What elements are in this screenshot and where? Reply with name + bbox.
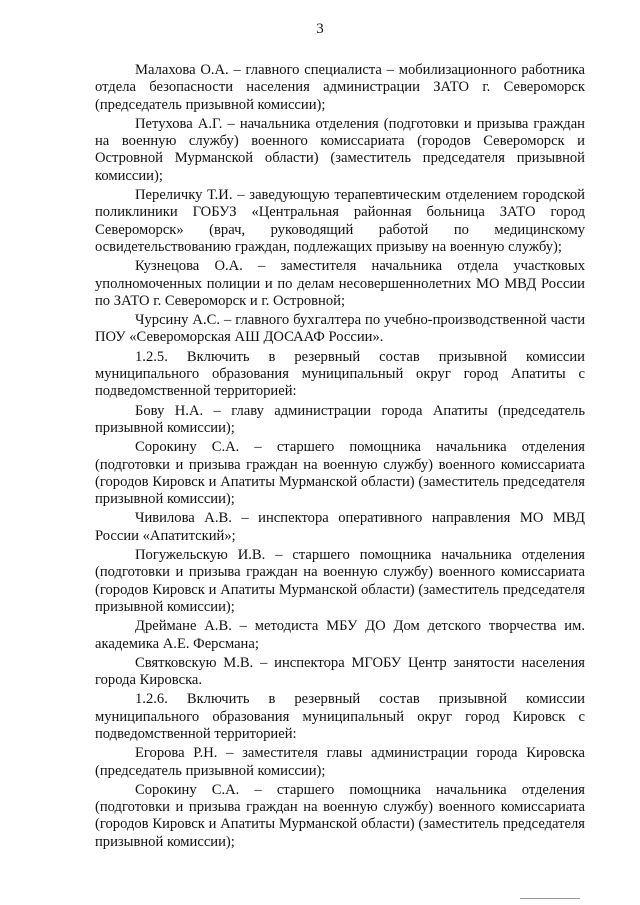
paragraph-chursina: Чурсину А.С. – главного бухгалтера по учебно-производственной части ПОУ «Североморская АШ ДОСААФ России». <box>95 312 585 346</box>
paragraph-petukhova: Петухова А.Г. – начальника отделения (подготовки и призыва граждан на военную службу) военного комиссариата (городов Североморск и Островной Мурманской области) (заместитель председателя призывной комиссии); <box>95 115 585 184</box>
paragraph-malakhova: Малахова О.А. – главного специалиста – мобилизационного работника отдела безопасности населения администрации ЗАТО г. Североморск (председатель призывной комиссии); <box>95 62 585 113</box>
paragraph-bova: Бову Н.А. – главу администрации города Апатиты (председатель призывной комиссии); <box>95 402 585 436</box>
paragraph-sorokina-kirovsk: Сорокину С.А. – старшего помощника начальника отделения (подготовки и призыва граждан на военную службу) военного комиссариата (городов Кировск и Апатиты Мурманской области) (заместитель председателя призывной комиссии); <box>95 781 585 850</box>
page-number: 3 <box>316 21 324 37</box>
section-1-2-5: 1.2.5. Включить в резервный состав призывной комиссии муниципального образования муниципальный округ город Апатиты с подведомственной территорией: <box>95 348 585 400</box>
paragraph-perelichku: Переличку Т.И. – заведующую терапевтическим отделением городской поликлиники ГОБУЗ «Центральная районная больница ЗАТО город Североморск» (врач, руководящий работой по медицинскому освидетельствованию граждан, подлежащих призыву на военную службу); <box>95 187 585 255</box>
footer-line <box>520 898 580 899</box>
document-body <box>95 62 585 853</box>
paragraph-chivilova: Чивилова А.В. – инспектора оперативного направления МО МВД России «Апатитский»; <box>95 510 585 544</box>
paragraph-pogužhelskaya: Погужельскую И.В. – старшего помощника начальника отделения (подготовки и призыва граждан на военную службу) военного комиссариата (городов Кировск и Апатиты Мурманской области) (заместитель председателя призывной комиссии); <box>95 547 585 615</box>
paragraph-svyatkovskaya: Святковскую М.В. – инспектора МГОБУ Центр занятости населения города Кировска. <box>95 654 585 689</box>
paragraph-egorova: Егорова Р.Н. – заместителя главы администрации города Кировска (председатель призывной комиссии); <box>95 745 585 779</box>
paragraph-kuznetsova: Кузнецова О.А. – заместителя начальника отдела участковых уполномоченных полиции и по делам несовершеннолетних МО МВД России по ЗАТО г. Североморск и г. Островной; <box>95 258 585 309</box>
paragraph-dreymane: Дреймане А.В. – методиста МБУ ДО Дом детского творчества им. академика А.Е. Ферсмана; <box>95 618 585 652</box>
paragraph-sorokina-apatity: Сорокину С.А. – старшего помощника начальника отделения (подготовки и призыва граждан на военную службу) военного комиссариата (городов Кировск и Апатиты Мурманской области) (заместитель председателя призывной комиссии); <box>95 439 585 508</box>
section-1-2-6: 1.2.6. Включить в резервный состав призывной комиссии муниципального образования муниципальный округ город Кировск с подведомственной территорией: <box>95 691 585 742</box>
